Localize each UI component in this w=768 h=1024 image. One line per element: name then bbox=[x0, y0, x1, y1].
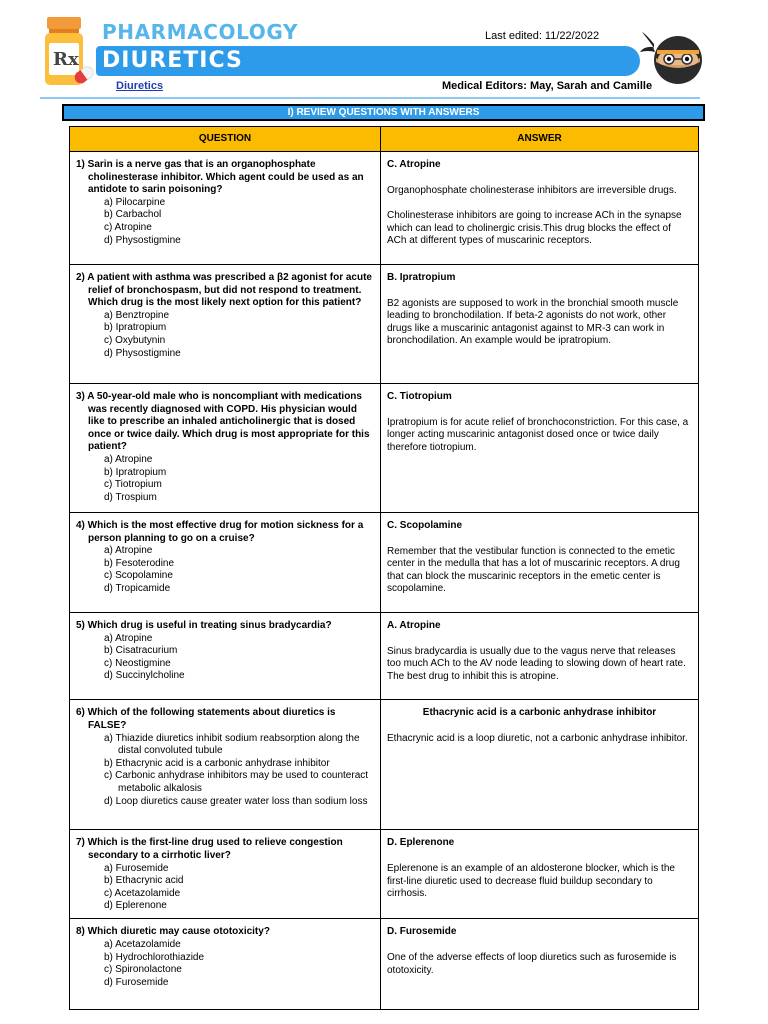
answer-explanation: Organophosphate cholinesterase inhibitors are irreversible drugs. bbox=[387, 184, 677, 196]
answer-title: C. Atropine bbox=[387, 159, 441, 170]
question-cell bbox=[70, 265, 381, 384]
question-cell bbox=[70, 700, 381, 830]
option-item: c) Carbonic anhydrase inhibitors may be used to counteract metabolic alkalosis bbox=[104, 770, 369, 794]
answer-options bbox=[76, 863, 374, 913]
question-cell bbox=[70, 384, 381, 513]
answer-explanation: Cholinesterase inhibitors are going to increase ACh in the synapse which can lead to cholinergic crisis.This drug blocks the effect of ACh at different types of muscarinic receptors. bbox=[387, 210, 682, 247]
answer-title: D. Eplerenone bbox=[387, 837, 455, 849]
option-item: d) Trospium bbox=[104, 491, 157, 503]
answer-options bbox=[76, 545, 374, 595]
question-cell bbox=[70, 612, 381, 699]
answer-title: A. Atropine bbox=[387, 619, 441, 631]
option-item: b) Ethacrynic acid bbox=[104, 875, 184, 887]
section-title: I) REVIEW QUESTIONS WITH ANSWERS bbox=[287, 107, 480, 118]
answer-cell bbox=[381, 700, 699, 830]
question-text: 8) Which diuretic may cause ototoxicity? bbox=[76, 926, 270, 938]
answer-title: D. Furosemide bbox=[387, 926, 457, 938]
table-row bbox=[70, 830, 699, 919]
answer-cell bbox=[381, 384, 699, 513]
question-text: 6) Which of the following statements about diuretics is FALSE? bbox=[76, 707, 336, 731]
option-item: a) Atropine bbox=[104, 545, 153, 557]
answer-cell bbox=[381, 612, 699, 699]
option-item: a) Atropine bbox=[104, 453, 153, 465]
option-item: b) Fesoterodine bbox=[104, 557, 175, 569]
answer-explanation: Remember that the vestibular function is connected to the emetic center in the medulla that has a lot of muscarinic receptors. A drug that can block the muscarinic receptors in the emetic center is scopolamine. bbox=[387, 545, 680, 595]
ninja-mascot-icon bbox=[640, 30, 708, 86]
question-text: 5) Which drug is useful in treating sinus bradycardia? bbox=[76, 619, 332, 631]
subject-title: PHARMACOLOGY bbox=[102, 20, 299, 44]
answer-explanation: Ipratropium is for acute relief of bronchoconstriction. For this case, a longer acting muscarinic antagonist dosed once or twice daily therefore tiotropium. bbox=[387, 416, 689, 453]
answer-options bbox=[76, 733, 374, 809]
answer-explanation: One of the adverse effects of loop diuretics such as furosemide is ototoxicity. bbox=[387, 951, 677, 976]
option-item: a) Benztropine bbox=[104, 309, 170, 321]
option-item: d) Loop diuretics cause greater water loss than sodium loss bbox=[104, 795, 368, 807]
table-row bbox=[70, 384, 699, 513]
option-item: d) Physostigmine bbox=[104, 234, 181, 246]
option-item: d) Furosemide bbox=[104, 976, 169, 988]
answer-cell bbox=[381, 830, 699, 919]
option-item: d) Eplerenone bbox=[104, 900, 167, 912]
answer-title: C. Tiotropium bbox=[387, 391, 452, 402]
answer-cell bbox=[381, 152, 699, 265]
option-item: d) Tropicamide bbox=[104, 582, 171, 594]
question-column-header: QUESTION bbox=[70, 127, 381, 152]
option-item: c) Tiotropium bbox=[104, 479, 162, 491]
option-item: b) Cisatracurium bbox=[104, 645, 178, 657]
answer-options bbox=[76, 454, 374, 504]
option-item: c) Spironolactone bbox=[104, 964, 182, 976]
question-cell bbox=[70, 513, 381, 613]
answer-column-header: ANSWER bbox=[381, 127, 699, 152]
answer-explanation: Sinus bradycardia is usually due to the vagus nerve that releases too much ACh to the AV node leading to slowing down of heart rate. The best drug to inhibit this is atropine. bbox=[387, 645, 686, 682]
option-item: b) Ipratropium bbox=[104, 322, 167, 334]
answer-options bbox=[76, 310, 374, 360]
option-item: b) Hydrochlorothiazide bbox=[104, 951, 205, 963]
option-item: b) Ethacrynic acid is a carbonic anhydrase inhibitor bbox=[104, 757, 330, 769]
answer-title: C. Scopolamine bbox=[387, 520, 463, 531]
svg-text:Rx: Rx bbox=[53, 49, 79, 70]
answer-cell bbox=[381, 919, 699, 1010]
table-row bbox=[70, 919, 699, 1010]
option-item: c) Oxybutynin bbox=[104, 334, 166, 346]
answer-cell bbox=[381, 265, 699, 384]
option-item: c) Scopolamine bbox=[104, 570, 173, 582]
answer-explanation: Ethacrynic acid is a loop diuretic, not a carbonic anhydrase inhibitor. bbox=[387, 732, 688, 744]
option-item: d) Succinylcholine bbox=[104, 670, 185, 682]
diuretics-link[interactable]: Diuretics bbox=[116, 80, 164, 92]
table-row bbox=[70, 152, 699, 265]
question-text: 1) Sarin is a nerve gas that is an organophosphate cholinesterase inhibitor. Which agent could be used as an antidote to sarin poisoning? bbox=[76, 159, 364, 196]
option-item: a) Acetazolamide bbox=[104, 938, 181, 950]
option-item: a) Pilocarpine bbox=[104, 196, 166, 208]
option-item: b) Carbachol bbox=[104, 209, 162, 221]
option-item: a) Thiazide diuretics inhibit sodium reabsorption along the distal convoluted tubule bbox=[104, 732, 360, 757]
question-text: 4) Which is the most effective drug for motion sickness for a person planning to go on a cruise? bbox=[76, 520, 364, 544]
header-divider bbox=[40, 97, 700, 99]
answer-cell bbox=[381, 513, 699, 613]
option-item: c) Atropine bbox=[104, 221, 152, 233]
option-item: c) Neostigmine bbox=[104, 657, 171, 669]
question-text: 3) A 50-year-old male who is noncompliant with medications was recently diagnosed with COPD. His physician would like to prescribe an inhaled anticholinergic that is dosed once or twice daily. Which drug is most appropriate for this patient? bbox=[76, 391, 370, 453]
question-cell bbox=[70, 919, 381, 1010]
option-item: c) Acetazolamide bbox=[104, 887, 181, 899]
table-row bbox=[70, 700, 699, 830]
table-row bbox=[70, 265, 699, 384]
option-item: b) Ipratropium bbox=[104, 466, 167, 478]
option-item: a) Furosemide bbox=[104, 862, 169, 874]
medical-editors: Medical Editors: May, Sarah and Camille bbox=[442, 80, 653, 92]
option-item: a) Atropine bbox=[104, 632, 153, 644]
answer-title: Ethacrynic acid is a carbonic anhydrase inhibitor bbox=[422, 707, 657, 719]
answer-explanation: Eplerenone is an example of an aldosterone blocker, which is the first-line diuretic used to decrease fluid buildup secondary to cirrhosis. bbox=[387, 862, 675, 900]
answer-options bbox=[76, 633, 374, 683]
section-header bbox=[62, 104, 705, 121]
option-item: d) Physostigmine bbox=[104, 347, 181, 359]
question-cell bbox=[70, 830, 381, 919]
answer-explanation: B2 agonists are supposed to work in the bronchial smooth muscle leading to bronchodilation. If beta-2 agonists do not work, other drugs like a muscarinic antagonist against to MR-3 can work in bronchodilation. An example would be ipratropium. bbox=[387, 297, 679, 347]
rx-bottle-logo bbox=[40, 17, 100, 89]
question-text: 2) A patient with asthma was prescribed a β2 agonist for acute relief of bronchospasm, but did not respond to treatment. Which drug is the most likely next option for this patient? bbox=[76, 272, 372, 309]
qa-table bbox=[69, 126, 699, 1010]
last-edited: Last edited: 11/22/2022 bbox=[485, 30, 600, 42]
question-text: 7) Which is the first-line drug used to relieve congestion secondary to a cirrhotic liver? bbox=[76, 837, 343, 861]
table-row bbox=[70, 513, 699, 613]
question-cell bbox=[70, 152, 381, 265]
answer-options bbox=[76, 939, 374, 989]
table-row bbox=[70, 612, 699, 699]
page-title: DIURETICS bbox=[102, 48, 243, 73]
answer-options bbox=[76, 197, 374, 247]
answer-title: B. Ipratropium bbox=[387, 272, 456, 283]
